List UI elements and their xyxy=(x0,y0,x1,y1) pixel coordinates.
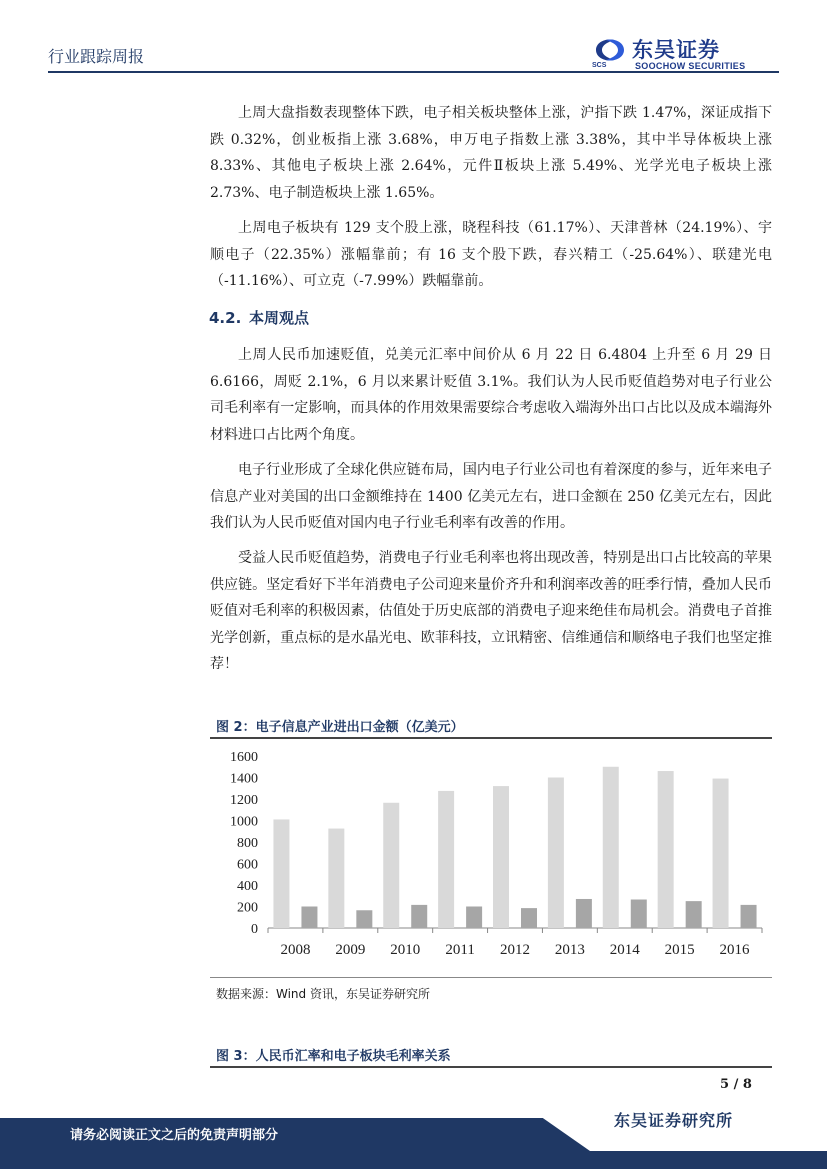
figure-3-top-rule xyxy=(210,1066,772,1068)
x-tick-label: 2011 xyxy=(445,942,475,958)
report-type-title: 行业跟踪周报 xyxy=(48,47,145,66)
x-tick-label: 2008 xyxy=(280,942,311,958)
bar-export xyxy=(713,779,729,928)
y-tick-label: 200 xyxy=(237,900,258,916)
figure-2-caption: 图 2：电子信息产业进出口金额（亿美元） xyxy=(216,720,464,735)
bar-export xyxy=(658,771,674,928)
paragraph-consumer-electronics: 受益人民币贬值趋势，消费电子行业毛利率也将出现改善，特别是出口占比较高的苹果供应链。坚定看好下半年消费电子公司迎来量价齐升和利润率改善的旺季行情，叠加人民币贬值对毛利率的积极因素，估值处于历史底部的消费电子迎来绝佳布局机会。消费电子首推光学创新，重点标的是水晶光电、欧菲科技，立讯精密、信维通信和顺络电子我们也坚定推荐！ xyxy=(210,550,772,672)
figure-2-bottom-rule xyxy=(210,977,772,978)
bar-export xyxy=(548,778,564,929)
figure-2-top-rule xyxy=(210,737,772,739)
x-tick-label: 2014 xyxy=(609,942,640,958)
bar-import xyxy=(301,907,317,929)
section-title-text: 本周观点 xyxy=(249,309,310,327)
bar-import xyxy=(686,901,702,928)
y-tick-label: 1600 xyxy=(230,750,258,765)
y-tick-label: 0 xyxy=(251,922,258,937)
bar-import xyxy=(631,900,647,928)
y-tick-label: 1000 xyxy=(230,814,258,830)
figure-2-source: 数据来源：Wind 资讯，东吴证券研究所 xyxy=(216,987,430,1001)
bar-import xyxy=(356,910,372,928)
y-tick-label: 400 xyxy=(237,879,258,894)
bar-export xyxy=(438,791,454,928)
header-divider xyxy=(48,71,779,73)
bar-export xyxy=(328,829,344,928)
bar-export xyxy=(603,767,619,928)
paragraph-rmb-depreciation: 上周人民币加速贬值，兑美元汇率中间价从 6 月 22 日 6.4804 上升至 6 月 29 日 6.6166，周贬 2.1%，6 月以来累计贬值 3.1%。我们认为人民币贬值趋势对电子行业公司毛利率有一定影响，而具体的作用效果需要综合考虑收入端海外出口占比以及成本端海外材料进口占比两个角度。 xyxy=(210,347,772,443)
footer-disclaimer: 请务必阅读正文之后的免责声明部分 xyxy=(70,1128,279,1143)
bar-export xyxy=(273,819,289,928)
y-tick-label: 800 xyxy=(237,836,258,851)
x-tick-label: 2016 xyxy=(719,942,750,958)
paragraph-supply-chain: 电子行业形成了全球化供应链布局，国内电子行业公司也有着深度的参与，近年来电子信息产业对美国的出口金额维持在 1400 亿美元左右，进口金额在 250 亿美元左右，因此我们认为人民币贬值对国内电子行业毛利率有改善的作用。 xyxy=(210,462,772,531)
paragraph-market-summary: 上周大盘指数表现整体下跌，电子相关板块整体上涨，沪指下跌 1.47%，深证成指下跌 0.32%，创业板指上涨 3.68%，申万电子指数上涨 3.38%，其中半导体板块上涨 8.33%、其他电子板块上涨 2.64%，元件Ⅱ板块上涨 5.49%、光学光电子板块上涨 2.73%、电子制造板块上涨 1.65%。 xyxy=(210,105,772,201)
logo-abbr: SCS xyxy=(592,62,607,69)
bar-import xyxy=(521,908,537,928)
logo-name: 东吴证券 xyxy=(632,38,720,62)
y-tick-label: 600 xyxy=(237,857,258,873)
bar-import xyxy=(576,899,592,928)
x-tick-label: 2012 xyxy=(500,942,530,958)
bar-export xyxy=(383,803,399,928)
x-tick-label: 2010 xyxy=(390,942,421,958)
x-tick-label: 2013 xyxy=(554,942,585,958)
bar-import xyxy=(466,907,482,929)
bar-import xyxy=(411,905,427,928)
y-tick-label: 1400 xyxy=(230,771,258,787)
logo-english-name: SOOCHOW SECURITIES xyxy=(635,61,746,71)
x-tick-label: 2009 xyxy=(335,942,366,958)
figure-3-caption: 图 3：人民币汇率和电子板块毛利率关系 xyxy=(216,1049,451,1064)
y-tick-label: 1200 xyxy=(230,793,258,808)
section-number: 4.2. xyxy=(209,309,242,327)
section-heading xyxy=(209,307,309,328)
page-number: 5 / 8 xyxy=(720,1077,752,1092)
figure-2-bar-chart xyxy=(210,740,772,972)
x-tick-label: 2015 xyxy=(664,942,695,958)
logo-mark-icon xyxy=(592,36,628,64)
footer-organization: 东吴证券研究所 xyxy=(614,1111,734,1130)
bar-export xyxy=(493,786,509,928)
bar-import xyxy=(741,905,757,928)
paragraph-stock-movers: 上周电子板块有 129 支个股上涨，晓程科技（61.17%）、天津普林（24.19%）、宇顺电子（22.35%）涨幅靠前；有 16 支个股下跌，春兴精工（-25.64%）、联建光电（-11.16%）、可立克（-7.99%）跌幅靠前。 xyxy=(210,220,772,289)
footer-bottom-band xyxy=(0,1151,827,1169)
company-logo xyxy=(592,36,762,72)
